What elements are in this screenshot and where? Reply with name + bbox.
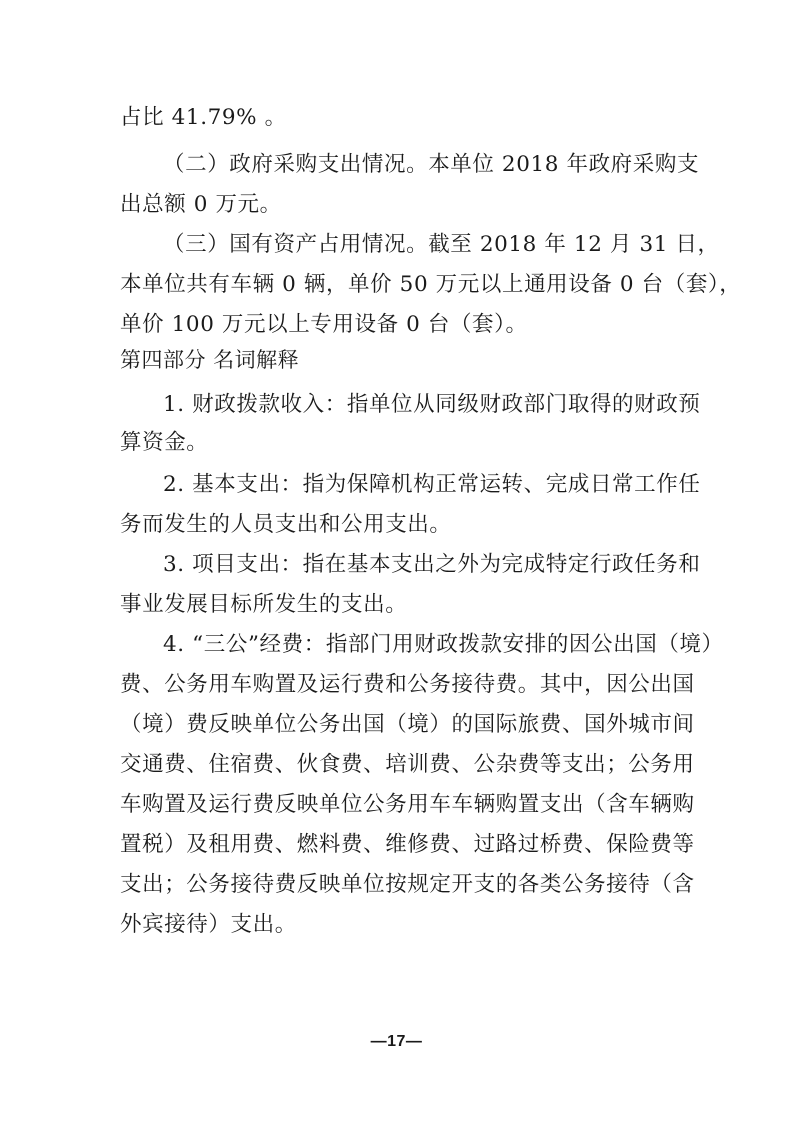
text-line: 4. “三公”经费：指部门用财政拨款安排的因公出国（境） [163,632,724,657]
text-line: 占比 41.79% 。 [120,105,287,130]
text-line: 外宾接待）支出。 [120,912,297,937]
text-line: 交通费、住宿费、伙食费、培训费、公杂费等支出；公务用 [120,752,695,777]
text-line: （二）政府采购支出情况。本单位 2018 年政府采购支 [163,152,700,177]
text-line: 单价 100 万元以上专用设备 0 台（套）。 [120,312,528,337]
text-line: 3. 项目支出：指在基本支出之外为完成特定行政任务和 [163,552,701,577]
text-line: 费、公务用车购置及运行费和公务接待费。其中，因公出国 [120,672,695,697]
text-line: 务而发生的人员支出和公用支出。 [120,512,452,537]
text-line: 置税）及租用费、燃料费、维修费、过路过桥费、保险费等 [120,832,695,857]
text-line: 车购置及运行费反映单位公务用车车辆购置支出（含车辆购 [120,792,695,817]
text-line: 出总额 0 万元。 [120,192,282,217]
text-line: 本单位共有车辆 0 辆，单价 50 万元以上通用设备 0 台（套）， [120,272,742,297]
text-line: （境）费反映单位公务出国（境）的国际旅费、国外城市间 [120,712,695,737]
text-line: 支出；公务接待费反映单位按规定开支的各类公务接待（含 [120,872,695,897]
section-heading: 第四部分 名词解释 [120,348,300,372]
text-line: 1. 财政拨款收入：指单位从同级财政部门取得的财政预 [163,392,701,417]
text-line: 算资金。 [120,430,209,455]
page-number: —17— [370,1033,423,1050]
text-line: 2. 基本支出：指为保障机构正常运转、完成日常工作任 [163,472,701,497]
text-line: （三）国有资产占用情况。截至 2018 年 12 月 31 日， [163,232,720,257]
text-line: 事业发展目标所发生的支出。 [120,592,408,617]
